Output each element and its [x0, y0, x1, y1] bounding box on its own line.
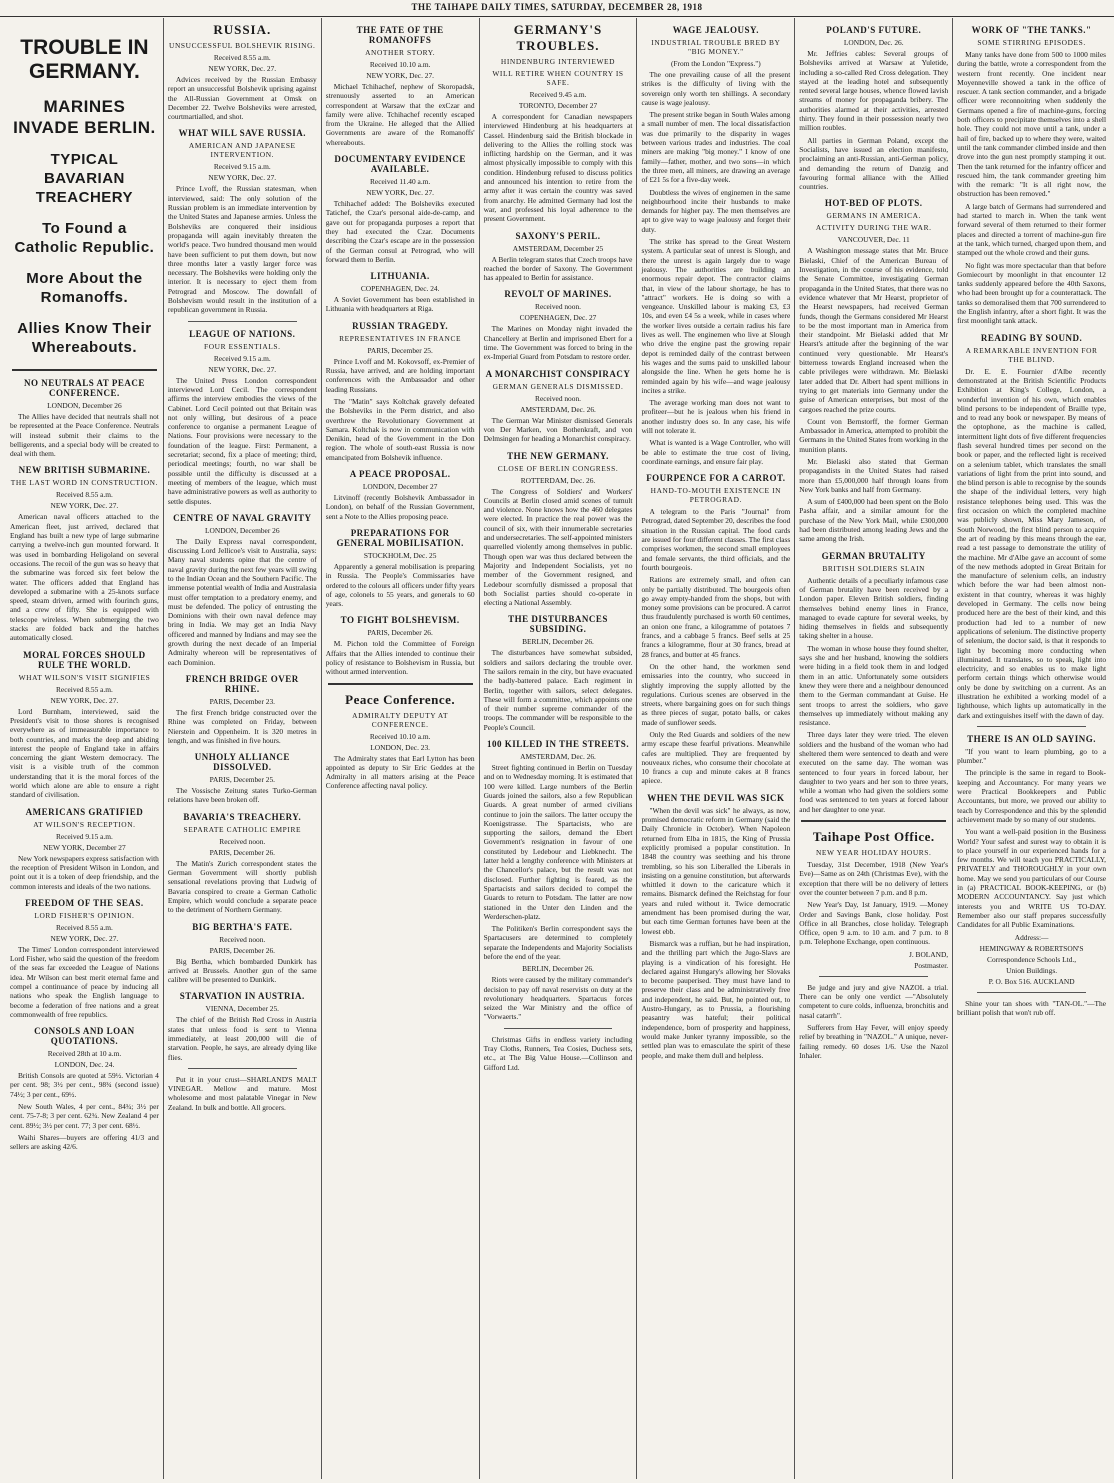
divider: [977, 992, 1086, 993]
article-body: A sum of £400,000 had been spent on the Bolo Pasha affair, and a similar amount for the purchase of the New York Mail, while £300,000 had been distributed among leading Jews and the same among the Irish.: [799, 497, 949, 544]
address-label: Address:—: [1014, 932, 1049, 942]
article-body: Prince Lvoff, the Russian statesman, when interviewed, said: The only solution of the Russian problem is an immediate intervention by the United States and Japanese armies. Unless the Bolsheviks are conquered their insidious propaganda will again inevitably threaten the world's peace. Two hundred thousand men would have been sufficient to put them down, but now three months later a vastly larger force was necessary. The Bolsheviks were holding only the interior. It is necessary to eject them from Petrograd and Moscow. The downfall of Bolshevism would result in the institution of a republican government in Russia.: [167, 184, 317, 315]
article-subheading: ANOTHER STORY.: [365, 48, 436, 57]
article-body: The Politiken's Berlin correspondent says the Spartacusers are determined to completely separate the Independents and Majority Socialists before the end of the year.: [483, 924, 633, 961]
column-7: [953, 18, 1110, 1479]
article-heading: RUSSIA.: [213, 22, 272, 37]
dateline: PARIS, December 25.: [367, 345, 433, 355]
dateline: LONDON, December 26: [205, 525, 280, 535]
dateline: TORONTO, December 27: [518, 101, 598, 110]
divider: [12, 369, 157, 371]
article-body: The woman in whose house they found shelter, says she and her husband, knowing the soldiers were hiding in a field took them in and lodged them in an attic. Unfortunately some outsiders knew they were there and a neighbour denounced them to the German commandant at Guise. He sent troops to arrest the soldiers, who gave themselves up immediately without making any resistance.: [799, 643, 949, 728]
article-heading: THE DISTURBANCES SUBSIDING.: [508, 614, 608, 635]
article-heading: GERMANY'S TROUBLES.: [513, 22, 603, 53]
article-heading: GERMAN BRUTALITY: [821, 550, 926, 561]
article-heading: DOCUMENTARY EVIDENCE AVAILABLE.: [334, 154, 466, 175]
article-heading: FRENCH BRIDGE OVER RHINE.: [185, 673, 299, 694]
dateline: PARIS, December 26.: [209, 945, 275, 955]
article-body: Tchihachef added: The Bolsheviks executed Tatichef, the Czar's personal aide-de-camp, and gave out for propaganda purposes a report that they had executed the Czar. Documents describing the Czar's escape are in the possession of the German consul at Petrograd, who will forward them to Berlin.: [325, 199, 475, 264]
divider: [188, 321, 297, 322]
article-subheading: AT WILSON'S RECEPTION.: [33, 819, 136, 829]
dateline: NEW YORK, Dec. 27.: [50, 695, 119, 705]
column-1: [6, 18, 164, 1479]
dateline: AMSTERDAM, Dec. 26.: [520, 752, 596, 762]
article-heading: LEAGUE OF NATIONS.: [189, 328, 296, 339]
article-body: The Allies have decided that neutrals shall not be represented at the Peace Conference. Neutrals will instead submit their claims to the belligerents, and a special body will be created to deal with them.: [10, 412, 159, 459]
divider: [819, 976, 928, 977]
dateline: BERLIN, December 26.: [522, 637, 594, 647]
article-body: The Times' London correspondent interviewed Lord Fisher, who said the question of the freedom of the seas far exceeded the League of Nations idea. Mr Wilson can best merit eternal fame and compel a continuance of peace by inducing all nations who speak the English language to become a federation of free nations and a great commonwealth of free republics.: [10, 944, 159, 1019]
article-subheading: ADMIRALTY DEPUTY AT CONFERENCE.: [352, 710, 449, 729]
article-heading: FOURPENCE FOR A CARROT.: [646, 473, 786, 484]
article-body: You want a well-paid position in the Business World? Your safest and surest way to obtain it is to place yourself in our experienced hands for a few months. We will teach you PRACTICALLY, PRIVATELY and THOROUGHLY in your own home. May we send you particulars of our Course in (a) PRACTICAL BOOK-KEEPING, or (b) MODERN ACCOUNTANCY. Say just which interests you and WRITE US TO-DAY. Remember also our staff prepares successfully Candidates for all Public Examinations.: [957, 827, 1107, 930]
article-body: The one prevailing cause of all the present strikes is the difficulty of living with the sovereign only worth ten shillings. A secondary cause is wage jealousy.: [641, 70, 791, 107]
article-heading: AMERICANS GRATIFIED: [25, 806, 144, 817]
article-body: The Matin's Zurich correspondent states the German Government will shortly publish sensational revelations proving that Ludwig of Bavaria conspired to create a German Catholic Empire, which would conclude a separate peace to the detriment of Northern Germany.: [167, 858, 317, 915]
article-body: The strike has spread to the Great Western system. A particular seat of unrest is Slough, and there the unrest is again largely due to wage jealousy. The authorities are building an enormous repair depot. The contractor claims that, in view of the labour shortage, he has to "attract" workers. He is doing so with a vengeance. Unskilled labour is making £3, £3 10s, and even £4 5s a week, while in cases where the worker lives outside a certain radius his fare lives as well. The enginemen who live at Slough who drive the engine past the growing repair depot is reminded daily of the contrast between his wages and the sums paid to unskilled labour alongside the line. When he gets home he is reminded again by his wife—and wage jealousy incites a strike.: [641, 237, 791, 395]
article-body: Riots were caused by the military commander's decision to pay off naval reservists on duty at the revolutionary headquarters. Spartacus forces seized the War Ministry and the office of "Vorwaerts.": [483, 975, 633, 1022]
article-body: Advices received by the Russian Embassy report an unsuccessful Bolshevik uprising against the All-Russian Government at Omsk on December 22. Twelve Bolsheviks were arrested, courtmartialled, and shot.: [167, 75, 317, 122]
article-subheading: CLOSE OF BERLIN CONGRESS.: [497, 463, 619, 473]
advertisement: Shine your tan shoes with "TAN-OL."—The brilliant polish that won't rub off.: [957, 998, 1107, 1017]
article-body: What is wanted is a Wage Controller, who will be able to estimate the true cost of living, coordinate earnings, and ensure fair play.: [641, 438, 791, 466]
headline-trouble-in-germany: TROUBLE IN GERMANY.: [20, 36, 149, 83]
article-heading: SAXONY'S PERIL.: [515, 230, 601, 241]
article-body: A Soviet Government has been established in Lithuania with headquarters at Riga.: [325, 295, 475, 314]
article-heading: 100 KILLED IN THE STREETS.: [486, 739, 630, 750]
article-body: Three days later they were tried. The eleven soldiers and the husband of the woman who had sheltered them were sentenced to death and were executed on the same day. The woman was sentenced to four years in forced labour, her daughter to two years and her son to three years, while a woman who had given the soldiers some food was sentenced to ten years at forced labour and her daughter to one year.: [799, 730, 949, 814]
article-body: Street fighting continued in Berlin on Tuesday and on to Wednesday morning. It is estimated that 100 were killed. Large numbers of the Berlin Guards joined the sailors, also a few Republican Guards. A great number of armed civilians continue to join the sailors. The latter occupy the Koenigstrasse. The Spartacists, who are supporting the sailors, demand the Ebert Government's resignation in favour of one constituted by Ledebour and Liebknecht. The latter held a lengthy conference with Ministers at the Chancellor's palace, but the result was not disclosed. Further fighting is feared, as the Spartacists and sailors decided to compel the Guards to return to Potsdam. The latter are now stationed in the Unter den Linden and the Werderschen-platz.: [483, 763, 633, 921]
dateline: VIENNA, December 25.: [205, 1004, 280, 1014]
article-subheading: REPRESENTATIVES IN FRANCE: [339, 333, 462, 343]
article-subheading: UNSUCCESSFUL BOLSHEVIK RISING.: [169, 41, 316, 50]
article-body: Doubtless the wives of enginemen in the same neighbourhood incite their husbands to make demands for higher pay. The men themselves are apt to give way to wage jealousy and forget their duty.: [641, 187, 791, 234]
article-body: Big Bertha, which bombarded Dunkirk has arrived at Brussels. Another gun of the same calibre will be presented to Dunkirk.: [167, 956, 317, 985]
article-body: Dr. E. E. Fournier d'Albe recently demonstrated at the British Scientific Products Exhibition at King's College, London, a wonderful invention of his own, which enables blind persons to be independent of Braille type, and to read any book or newspaper. By means of the optophone, as the machine is called, intermittent light dots of five different frequencies flash several hundred times per second on the book or paper, and the reflected light is received on a selenium tablet, which translates the small variations of light from the print into sound, and the blind person is able to recognise by the sounds the shape of the individual letters, very high resistance telephones being used. This was the first occasion on which the completed machine was publicly shown, Miss Mary Jameson, of South Norwood, the first blind person to acquire the art of reading by this means through the ear, read a test passage to demonstrate the utility of the machine. Mr d'Albe gave an account of some of the new methods adopted in Great Britain for the manufacture of selenium cells, an industry which before the war had been almost non-existent in that country, whereas it was highly developed in Germany. The cells now being produced here are the best of their kind, and this production had led to a number of new applications of selenium. The distinctive property of selenium, the doctor said, is that it responds to light by becoming more conducting when illuminated. It translates, so to speak, light into electricity, and so enables us to make light perform certain things which otherwise would only be done by switching on a current. As an illustration he exhibited a working model of a lighthouse, which lights up automatically in the dark and extinguishes itself with the dawn of day.: [957, 366, 1107, 720]
dateline: COPENHAGEN, Dec. 24.: [360, 284, 440, 294]
article-heading: Peace Conference.: [345, 691, 456, 707]
article-body: Mr. Bielaski also stated that German propagandists in the United States had raised more than £5,000,000 half through loans from New York banks and half from Germany.: [799, 456, 949, 494]
article-heading: CENTRE OF NAVAL GRAVITY: [173, 512, 312, 523]
article-heading: THE FATE OF THE ROMANOFFS: [356, 25, 444, 45]
article-body: "If you want to learn plumbing, go to a plumber.": [957, 746, 1107, 766]
signature-name: J. BOLAND,: [908, 949, 949, 959]
article-subheading: INDUSTRIAL TROUBLE BRED BY "BIG MONEY.": [651, 38, 781, 56]
article-body: The Admiralty states that Earl Lytton has been appointed as deputy to Sir Eric Geddes at the Admiralty in all matters arising at the Peace Conference affecting naval policy.: [325, 753, 475, 791]
article-subheading: ACTIVITY DURING THE WAR.: [815, 223, 932, 233]
article-body: No fight was more spectacular than that before Gomiecourt by moonlight in that encounter 12 tanks suddenly appeared before the 40th Saxons, who had been brought up for a counterattack. The tanks so demoralised them that 700 surrendered to the English infantry, after a short fight. It was the first moonlight tank attack.: [957, 260, 1107, 326]
article-heading: CONSOLS AND LOAN QUOTATIONS.: [34, 1026, 135, 1047]
article-heading: TO FIGHT BOLSHEVISM.: [340, 615, 460, 626]
article-subheading: SOME STIRRING EPISODES.: [977, 38, 1086, 47]
article-heading: FREEDOM OF THE SEAS.: [25, 897, 144, 908]
po-box: P. O. Box 516. AUCKLAND: [988, 976, 1075, 986]
dateline: NEW YORK, Dec. 27.: [366, 188, 435, 198]
dateline: LONDON, December 26: [47, 401, 122, 410]
article-body: The Marines on Monday night invaded the Chancellery at Berlin and imprisoned Ebert for a time. The Government was forced to bring in the ex-Imperial Guard from Potsdam to restore order.: [483, 324, 633, 362]
article-subheading: LORD FISHER'S OPINION.: [34, 910, 135, 920]
article-body: American naval officers attached to the American fleet, just arrived, declared that England has built a new type of large submarine carrying a twelve-inch gun mounted forward. It was used in bombarding Heligoland on several occasions. The recoil of the gun was so heavy that the submarine was forced six feet below the water. The officers added that England has developed a submarine with a 25-knots surface speed, steam driven, armed with fourinch guns, and a crew of fifty. She is equipped with telescope wireless. When submerging the two stacks are folded back and the hatches automatically closed.: [10, 512, 159, 643]
received-time: Received noon.: [535, 393, 581, 403]
received-time: Received 8.55 a.m.: [56, 490, 113, 500]
article-heading: RUSSIAN TRAGEDY.: [352, 320, 449, 331]
column-3: [322, 18, 480, 1479]
received-time: Received 9.15 a.m.: [56, 831, 113, 841]
dateline: LONDON, December 27: [362, 482, 438, 492]
article-body: The average working man does not want to profiteer—but he is jealous when his friend in another industry does so. In any case, his wife will not tolerate it.: [641, 398, 791, 435]
article-heading: THERE IS AN OLD SAYING.: [967, 733, 1097, 744]
article-subheading: GERMANS IN AMERICA.: [826, 211, 921, 221]
advertisement: Be judge and jury and give NAZOL a trial. There can be only one verdict —"Absolutely competent to cure colds, influenza, bronchitis and nasal catarrh".: [799, 982, 949, 1020]
dateline: COPENHAGEN, Dec. 27: [519, 313, 597, 323]
article-body: Many tanks have done from 500 to 1000 miles during the battle, wrote a correspondent from the western front recently. One incident near Moyenneville showed a tank in the office of rescuer. A tank section commander, and a brigade officer were reconnoitring when suddenly the Germans opened a fire of machine-guns, forcing both officers to precipitate themselves into a shell hole. They could not move until a tank, under a hail of fire, backed up to where they were, waited until the tank commander climbed inside and then drove into the gun nest promptly stamping it out. Then the tank returned for the infantry officer and rescued him, the tank commander greeting him with the remark: "It is all right now, the obstruction has been removed.": [957, 50, 1107, 199]
dateline: LONDON, Dec. 23.: [370, 742, 431, 752]
article-body: Tuesday, 31st December, 1918 (New Year's Eve)—Same as on 24th (Christmas Eve), with the exception that there will be no delivery of letters over the counter between 7 p.m. and 8 p.m.: [799, 860, 949, 897]
article-heading: A PEACE PROPOSAL.: [349, 469, 451, 480]
article-subheading: GERMAN GENERALS DISMISSED.: [492, 381, 624, 391]
dateline: NEW YORK, Dec. 27.: [50, 933, 119, 943]
article-body: New Year's Day, 1st January, 1919. —Money Order and Savings Bank, close holiday. Post Office in all Branches, close holiday. Telegraph Office, open 9 a.m. to 10 a.m. and 7 p.m. to 8 p.m. Telephone Exchange, open continuous.: [799, 900, 949, 947]
article-body: The Daily Express naval correspondent, discussing Lord Jellicoe's visit to Australia, says: Many naval students opine that the centre of naval gravity during the next few years will swing to the Indian Ocean and the Southern Pacific. The immense potential wealth of India and Australasia must offer temptation to a predatory enemy, and must be defended. The policy of entrusting the Dominions with their own naval defence may bring in India. We may get an India Navy officered and manned by Indians and may see the growth during the next decade of an Imperial Admiralty whereon will be representatives of each Dominion.: [167, 536, 317, 667]
article-body: The present strike began in South Wales among a small number of men. The local dissatisfaction was due primarily to the disparity in wages between various trades and industries. The coal miners are making "big money." I know of one family—father, mother, and two sons—in which the three men, all miners, are drawing an average of £21 5s for a five-day week.: [641, 110, 791, 185]
headline-marines-invade-berlin: MARINES INVADE BERLIN.: [13, 97, 156, 137]
source-note: (From the London "Express."): [670, 59, 761, 68]
divider: [977, 726, 1086, 727]
article-body: The Vossische Zeitung states Turko-German relations have been broken off.: [167, 786, 317, 805]
dateline: NEW YORK, Dec. 27.: [366, 71, 435, 80]
article-heading: LITHUANIA.: [370, 271, 430, 282]
masthead: THE TAIHAPE DAILY TIMES, SATURDAY, DECEMBER 28, 1918: [0, 0, 1114, 17]
article-subheading: NEW YEAR HOLIDAY HOURS.: [815, 848, 932, 858]
article-body: A Washington message states that Mr. Bruce Bielaski, Chief of the American Bureau of Investigation, in the course of his evidence, told the Senate Committee, investigating German propaganda in the United States, that there was no evidence whatever that Mr Hearst, proprietor of the Hearst newspapers, had received German funds, though the Germans considered Mr Hearst to be the most important man in America from their standpoint. Mr Bielaski added that Mr Hearst's attitude after the beginning of the war continued very questionable. Mr Hearst's bitterness towards England increased when the cable privileges were withdrawn. Mr. Bielaski later added that Dr. Albert had spent millions in trying to get materials into Germany under the guise of American enterprises, but most of the cargoes reached the prize courts.: [799, 246, 949, 414]
article-body: Prince Lvoff and M. Kokovsoff, ex-Premier of Russia, have arrived, and are holding important conferences with the Ambassador and other leading Russians.: [325, 356, 475, 394]
article-body: Count von Bernstorff, the former German Ambassador in America, attempted to prohibit the Germans in the United States from working in the munition plants.: [799, 416, 949, 454]
advertisement: Sufferers from Hay Fever, will enjoy speedy relief by breathing in "NAZOL." A unique, never-failing remedy. 60 doses 1/6. Use the Nazol Inhaler.: [799, 1022, 949, 1060]
article-body: The "Matin" says Koltchak gravely defeated the Bolsheviks in the Perm district, and also overthrew the Revolutionary Government at Samara. Koltchak is now in communication with Denikin, head of the Government in the Don region. The whole of south-east Russia is now emancipated from Bolshevik influence.: [325, 396, 475, 462]
dateline: LONDON, Dec. 26.: [843, 38, 904, 47]
article-body: M. Pichon told the Committee of Foreign Affairs that the Allies intended to continue their policy of resistance to Bolshevism in Russia, but without armed intervention.: [325, 639, 475, 677]
article-body: A Berlin telegram states that Czech troops have reached the border of Saxony. The Government has appealed to Berlin for assistance.: [483, 254, 633, 283]
advertisement: Put it in your crust—SHARLAND'S MALT VINEGAR. Mellow and mature. Most wholesome and most palatable Vinegar in New Zealand. In bulk and bottle. All grocers.: [167, 1074, 317, 1112]
column-4: [480, 18, 638, 1479]
received-time: Received 10.10 a.m.: [369, 60, 431, 69]
received-time: Received 8.55 a.m.: [213, 53, 271, 62]
article-body: The chief of the British Red Cross in Austria states that unless food is sent to Vienna immediately, at least 200,000 will die of starvation. People, he says, are already dying like flies.: [167, 1015, 317, 1062]
dateline: ROTTERDAM, Dec. 26.: [520, 475, 596, 485]
received-time: Received 11.40 a.m.: [370, 177, 431, 187]
received-time: Received noon.: [219, 934, 266, 944]
article-subheading: A REMARKABLE INVENTION FOR THE BLIND.: [965, 345, 1098, 364]
dateline: PARIS, December 25.: [209, 775, 275, 785]
article-heading: WHAT WILL SAVE RUSSIA.: [178, 128, 306, 139]
columns: [6, 18, 1110, 1479]
dateline: PARIS, December 26.: [367, 628, 433, 638]
signature-title: Postmaster.: [914, 960, 949, 970]
divider: [328, 683, 473, 685]
article-subheading: SEPARATE CATHOLIC EMPIRE: [183, 824, 302, 834]
article-heading: REVOLT OF MARINES.: [504, 289, 612, 300]
headline-catholic-republic: To Found a Catholic Republic.: [14, 220, 155, 256]
received-time: Received noon.: [219, 836, 266, 846]
article-heading: NEW BRITISH SUBMARINE.: [18, 465, 151, 476]
article-heading: MORAL FORCES SHOULD RULE THE WORLD.: [23, 649, 146, 670]
article-body: On the other hand, the workmen send emissaries into the country, who succeed in slightly improving the supply allotted by the regulations. Curious scenes are observed in the streets, where bargaining goes on for such things as three pieces of sugar, potato balls, or cakes made of sunflower seeds.: [641, 661, 791, 727]
dateline: STOCKHOLM, Dec. 25: [363, 550, 437, 560]
article-heading: WHEN THE DEVIL WAS SICK: [647, 792, 785, 803]
article-heading: BIG BERTHA'S FATE.: [192, 921, 293, 932]
article-body: Apparently a general mobilisation is preparing in Russia. The People's Commissaries have ordered to the colours all officers under fifty years of age, colonels to 55 years, and generals to 60 years.: [325, 561, 475, 609]
article-subheading: AMERICAN AND JAPANESE INTERVENTION.: [188, 141, 296, 160]
received-time: Received 10.10 a.m.: [369, 731, 431, 741]
dateline: NEW YORK, Dec. 27.: [208, 364, 277, 374]
headline-whereabouts: Allies Know Their Whereabouts.: [17, 320, 152, 356]
article-heading: NO NEUTRALS AT PEACE CONFERENCE.: [23, 378, 145, 398]
article-body: Mr. Jeffries cables: Several groups of Bolsheviks arrived at Warsaw at Yuletide, including a so-called Red Cross delegation. They stayed at the leading hotel and subsequently rented several large houses, whence flowed lavish streams of money for propaganda bribery. The authorities alarmed at their activities, arrested thirty. They found in their possession nearly two million roubles.: [799, 49, 949, 133]
divider: [801, 820, 946, 822]
article-body: Lord Burnham, interviewed, said the President's visit to those shores is recognised everywhere as of immeasurable importance to both countries, and marks the deep and abiding interest the people of England take in affairs concerning the giant Western democracy. The visit is a visible truth of the common understanding that it is the moral forces of the world which alone are able to ensure a right standard of civilisation.: [10, 706, 159, 800]
dateline: PARIS, December 23.: [209, 696, 275, 706]
article-body: Litvinoff (recently Bolshevik Ambassador in London), on behalf of the Russian Government, sent a Note to the Allies proposing peace.: [325, 493, 475, 521]
firm-name: HEMINGWAY & ROBERTSON'S: [979, 943, 1084, 953]
article-body: A telegram to the Paris "Journal" from Petrograd, dated September 20, describes the food situation in the Russian capital. The food cards are issued for four different classes. The first class comprises workmen, the second small employees and female servants, the third officials, and the fourth bourgeois.: [641, 507, 791, 572]
received-time: Received 9.45 a.m.: [529, 90, 587, 99]
article-subheading: WHAT WILSON'S VISIT SIGNIFIES: [18, 672, 151, 682]
article-body: The first French bridge constructed over the Rhine was completed on Friday, between Nierstein and Oppenheim. It is 320 metres in length, and was finished in five hours.: [167, 707, 317, 745]
article-heading: STARVATION IN AUSTRIA.: [179, 991, 305, 1002]
article-subheading: FOUR ESSENTIALS.: [204, 341, 281, 351]
dateline: AMSTERDAM, Dec. 26.: [520, 404, 596, 414]
dateline: NEW YORK, Dec. 27.: [208, 173, 277, 183]
article-body: A large batch of Germans had surrendered and had started to march in. When the tank went forward several of them returned to their former places and directed a torrent of machine-gun fire at the tank, which turned, charged upon them, and stamped out the whole crowd and their guns.: [957, 201, 1107, 258]
article-body: The United Press London correspondent interviewed Lord Cecil. The correspondent affirms the interview embodies the views of the Cabinet. Lord Cecil pointed out that Britain was not only willing, but desirous of a peace conference to organise a permanent League of Nations. Four provisions were necessary to the foundation of the league. First: Permanent, a secretariat; second, fix a place of meeting; third, periodical meetings; fourth, no war shall be possible until the difficulty is discussed at a meeting of members of the league, which must have administrative powers as well as authority to settle disputes.: [167, 375, 317, 506]
headline-bavarian-treachery: TYPICAL BAVARIAN TREACHERY: [35, 151, 134, 206]
article-heading: PREPARATIONS FOR GENERAL MOBILISATION.: [336, 527, 464, 548]
received-time: Received 28th at 10 a.m.: [47, 1049, 122, 1059]
article-body: New York newspapers express satisfaction with the reception of President Wilson in London, and point out it is a token of deep friendship, and the common interests and ideals of the two nations.: [10, 853, 159, 891]
article-heading: UNHOLY ALLIANCE DISSOLVED.: [194, 752, 290, 773]
divider: [188, 1068, 297, 1069]
article-body: Waihi Shares—buyers are offering 41/3 and sellers are asking 42/6.: [10, 1132, 159, 1152]
advertisement: Christmas Gifts in endless variety including Tray Cloths, Runners, Tea Cosies, Duchess sets, etc., at The Big Value House.—Collinson and Gifford Ltd.: [483, 1034, 633, 1072]
headline-romanoffs: More About the Romanoffs.: [26, 270, 143, 306]
article-heading: A MONARCHIST CONSPIRACY: [485, 368, 631, 379]
dateline: NEW YORK, December 27: [43, 842, 126, 852]
received-time: Received noon.: [535, 302, 581, 312]
dateline: LONDON, Dec. 24.: [54, 1060, 115, 1070]
article-heading: Taihape Post Office.: [812, 829, 935, 845]
dateline: VANCOUVER, Dec. 11: [837, 235, 910, 245]
article-subheading: HAND-TO-MOUTH EXISTENCE IN PETROGRAD.: [650, 486, 782, 505]
dateline: NEW YORK, Dec. 27.: [50, 501, 119, 511]
dateline: PARIS, December 26.: [209, 847, 275, 857]
received-time: Received 9.15 a.m.: [213, 353, 271, 363]
article-body: The principle is the same in regard to Book-keeping and Accountancy. For many years we were Practical Bookkeepers and Public Accountants, but more, we proved our ability to teach by Correspondence and this by the splendid achievement made by so many of our students.: [957, 768, 1107, 824]
article-body: The disturbances have somewhat subsided, soldiers and sailors declaring the trouble over. The sailors remain in the city, but have evacuated the badly-battered palace. Each regiment in Berlin, together with sailors, select delegates. These will form a committee, which appoints one of their number supreme commander of the troops. The commander will be responsible to the People's Council.: [483, 648, 633, 732]
received-time: Received 8.55 a.m.: [56, 684, 113, 694]
article-heading: WAGE JEALOUSY.: [672, 25, 759, 35]
article-heading: POLAND'S FUTURE.: [826, 25, 922, 35]
article-body: Michael Tchihachef, nephew of Skoropadsk, strenuously asserted to an American correspondent at Warsaw that the exCzar and family were alive. Tchihachef recently escaped from the Ukraine. He alleged that the Allied Governments are aware of the Romanoffs' whereabouts.: [325, 82, 475, 147]
article-subheading: HINDENBURG INTERVIEWED: [500, 57, 616, 66]
article-subheading: BRITISH SOLDIERS SLAIN: [822, 563, 926, 573]
article-body: Authentic details of a peculiarly infamous case of German brutality have been received by a London paper. Eleven British soldiers, finding themselves behind enemy lines in France, managed to evade capture for several weeks, by hiding themselves in fields and subsequently taking shelter in a house.: [799, 575, 949, 641]
dateline: BERLIN, December 26.: [522, 964, 594, 974]
article-body: The German War Minister dismissed Generals von Der Marken, von Bothenkraft, and von Delmsingen for heading a Monarchist conspiracy.: [483, 415, 633, 444]
column-6: [795, 18, 953, 1479]
article-subheading: WILL RETIRE WHEN COUNTRY IS SAFE.: [492, 69, 624, 87]
dateline: AMSTERDAM, December 25: [512, 243, 604, 253]
article-body: The Congress of Soldiers' and Workers' Councils at Berlin closed amid scenes of tumult and violence. None knows how the 460 delegates were elected. In practice the real power was the council of six, with their innumerable secretaries and undersecretaries. The self-appointed ministers quarrelled violently among themselves in public. Though open war was thus declared between the Majority and Independent Socialists, yet no member of the Government resigned, and Ledebour scornfully dismissed a proposal that both Socialist parties should co-operate in electing a National Assembly.: [483, 486, 633, 608]
received-time: Received 8.55 a.m.: [56, 922, 113, 932]
firm-line: Union Buildings.: [1006, 965, 1058, 975]
article-body: Rations are extremely small, and often can only be partially distributed. The bourgeois often go away empty-handed from the shops, but with money some provisions can be procured. A carrot thus fraudulently purchased is worth 60 centimes, an onion one franc, a kilogramme of potatoes 7 francs, and a cabbage 5 francs. Beef sells at 25 francs a kilogramme, flour at 30 francs, bread at 28 francs, and butter at 45 francs.: [641, 575, 791, 659]
article-body: "When the devil was sick" he always, as now, promised democratic reform in Germany (said the Daily Chronicle in October). When Napoleon returned from Elba in 1815, the King of Prussia explicitly promised a popular constitution. In 1848 the country was seething and his throne trembling, so his son Liberalled the Liberals in insisting on a genuine constitution, but afterwards whittled it down to the caricature which it remains. Bismarck defined the Reichstag for four years and ruled without it. Twice democratic amendment has been promised during the war, but each time German fortunes have been at the lowest ebb.: [641, 805, 791, 936]
firm-line: Correspondence Schools Ltd.,: [987, 954, 1077, 964]
article-body: New South Wales, 4 per cent., 84¾; 3½ per cent. 75-7-8; 3 per cent. 62¾. New Zealand 4 per cent. 89½; 3½ per cent. 77; 3 per cent. 68½.: [10, 1102, 159, 1130]
column-5: [637, 18, 795, 1479]
article-heading: BAVARIA'S TREACHERY.: [183, 811, 302, 822]
article-heading: READING BY SOUND.: [980, 332, 1083, 343]
column-2: [164, 18, 322, 1479]
article-body: Bismarck was a ruffian, but he had inspiration, and the thrilling part which the Jugo-Slavs are playing is a vindication of his foresight. He declared against Hungary's allowing her Slovaks to become pauperised. They must have land to preserve their class and be administratively free and independent, he said. But, he pointed out, to Austro-Hungary, as to Prussia, a flourishing peasantry was hateful; their political independence, born of prosperity and happiness, would make Junker tyranny impossible, so the settled plan was to emasculate the spirit of these people, and make them dull and helpless.: [641, 938, 791, 1060]
article-body: All parties in German Poland, except the Socialists, have issued an election manifesto, proclaiming an anti-Russian, anti-German policy, and demanding the return of Danzig and favouring formal alliance with the Allied countries.: [799, 135, 949, 192]
received-time: Received 9.15 a.m.: [213, 162, 271, 172]
article-heading: HOT-BED OF PLOTS.: [824, 198, 923, 209]
article-body: British Consols are quoted at 59½. Victorian 4 per cent. 98; 3½ per cent., 98¾ (second issue) 74½; 3 per cent., 69½.: [10, 1071, 159, 1099]
article-heading: THE NEW GERMANY.: [507, 450, 609, 461]
article-body: A correspondent for Canadian newspapers interviewed Hindenburg at his headquarters at Cassel. Hindenburg said the British blockade in delivering to the Allies the rolling stock was inflicting hardship on the German, and it was almost physically impossible to comply with this condition. Hindenburg refused to discuss politics and announced his intention to retire from the army after it was certain the country was saved from anarchy. He admitted Germany had lost the war, and professed his loyal adherence to the present Government.: [483, 112, 633, 224]
article-subheading: THE LAST WORD IN CONSTRUCTION.: [10, 478, 159, 488]
article-heading: WORK OF "THE TANKS.": [971, 25, 1092, 35]
divider: [504, 1028, 613, 1029]
dateline: NEW YORK, Dec. 27.: [208, 64, 277, 73]
article-body: Only the Red Guards and soldiers of the new army escape these fearful privations. Meanwhile cafes are multiplied. They are frequented by nouveaux riches, who consume their chocolate at 10 francs a cup and minute cakes at 8 francs apiece.: [641, 730, 791, 786]
